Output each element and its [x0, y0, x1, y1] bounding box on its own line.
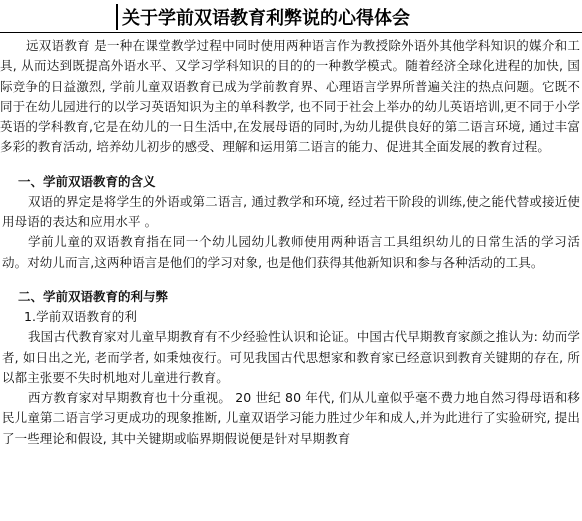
- document-body: [0, 36, 582, 449]
- title-underline: [0, 32, 582, 33]
- section1-heading: 一、学前双语教育的含义: [18, 173, 156, 189]
- section2-paragraph-1: 我国古代教育家对儿童早期教育有不少经验性认识和论证。中国古代早期教育家颜之推认为: 幼而学者, 如日出之光, 老而学者, 如秉烛夜行。可见我国古代思想家和教育家已经意识到教育关键期的存在, 所以都主张要不失时机地对儿童进行教育。: [2, 329, 580, 385]
- intro-paragraph: 远双语教育 是一种在课堂教学过程中同时使用两种语言作为教授除外语外其他学科知识的媒介和工具, 从而达到既提高外语水平、又学习学科知识的目的的一种教学模式。随着经济全球化进程的加快, 国际竞争的日益激烈, 学前儿童双语教育已成为学前教育界、心理语言学界所普遍关注的热点问题。它既不同于在幼儿园进行的以学习英语知识为主的单科教学, 也不同于社会上举办的幼儿英语培训,更不同于小学英语的学科教育,它是在幼儿的一日生活中,在发展母语的同时,为幼儿提供良好的第二语言环境, 通过丰富多彩的教育活动, 培养幼儿初步的感受、理解和运用第二语言的能力、促进其全面发展的教育过程。: [0, 38, 580, 155]
- title-left-bar: [116, 4, 118, 30]
- section2-subheading: 1.学前双语教育的利: [24, 308, 137, 324]
- spacer: [0, 158, 582, 172]
- section1-paragraph-2: 学前儿童的双语教育指在同一个幼儿园幼儿教师使用两种语言工具组织幼儿的日常生活的学习活动。对幼儿而言,这两种语言是他们的学习对象, 也是他们获得其他新知识和参与各种活动的工具。: [2, 234, 580, 270]
- page-title: 关于学前双语教育利弊说的心得体会: [122, 8, 410, 29]
- title-block: [116, 2, 410, 32]
- spacer: [0, 273, 582, 287]
- section2-paragraph-2: 西方教育家对早期教育也十分重视。 20 世纪 80 年代, 们从儿童似乎毫不费力地自然习得母语和移民儿童第二语言学习更成功的现象推断, 儿童双语学习能力胜过少年和成人,并为此进行了实验研究, 提出了一些理论和假设, 其中关键期或临界期假说便是针对早期教育: [2, 390, 580, 446]
- section1-paragraph-1: 双语的界定是将学生的外语或第二语言, 通过教学和环境, 经过若干阶段的训练,使之能代替或接近使用母语的表达和应用水平 。: [2, 193, 580, 230]
- section2-heading: 二、学前双语教育的利与弊: [18, 288, 169, 304]
